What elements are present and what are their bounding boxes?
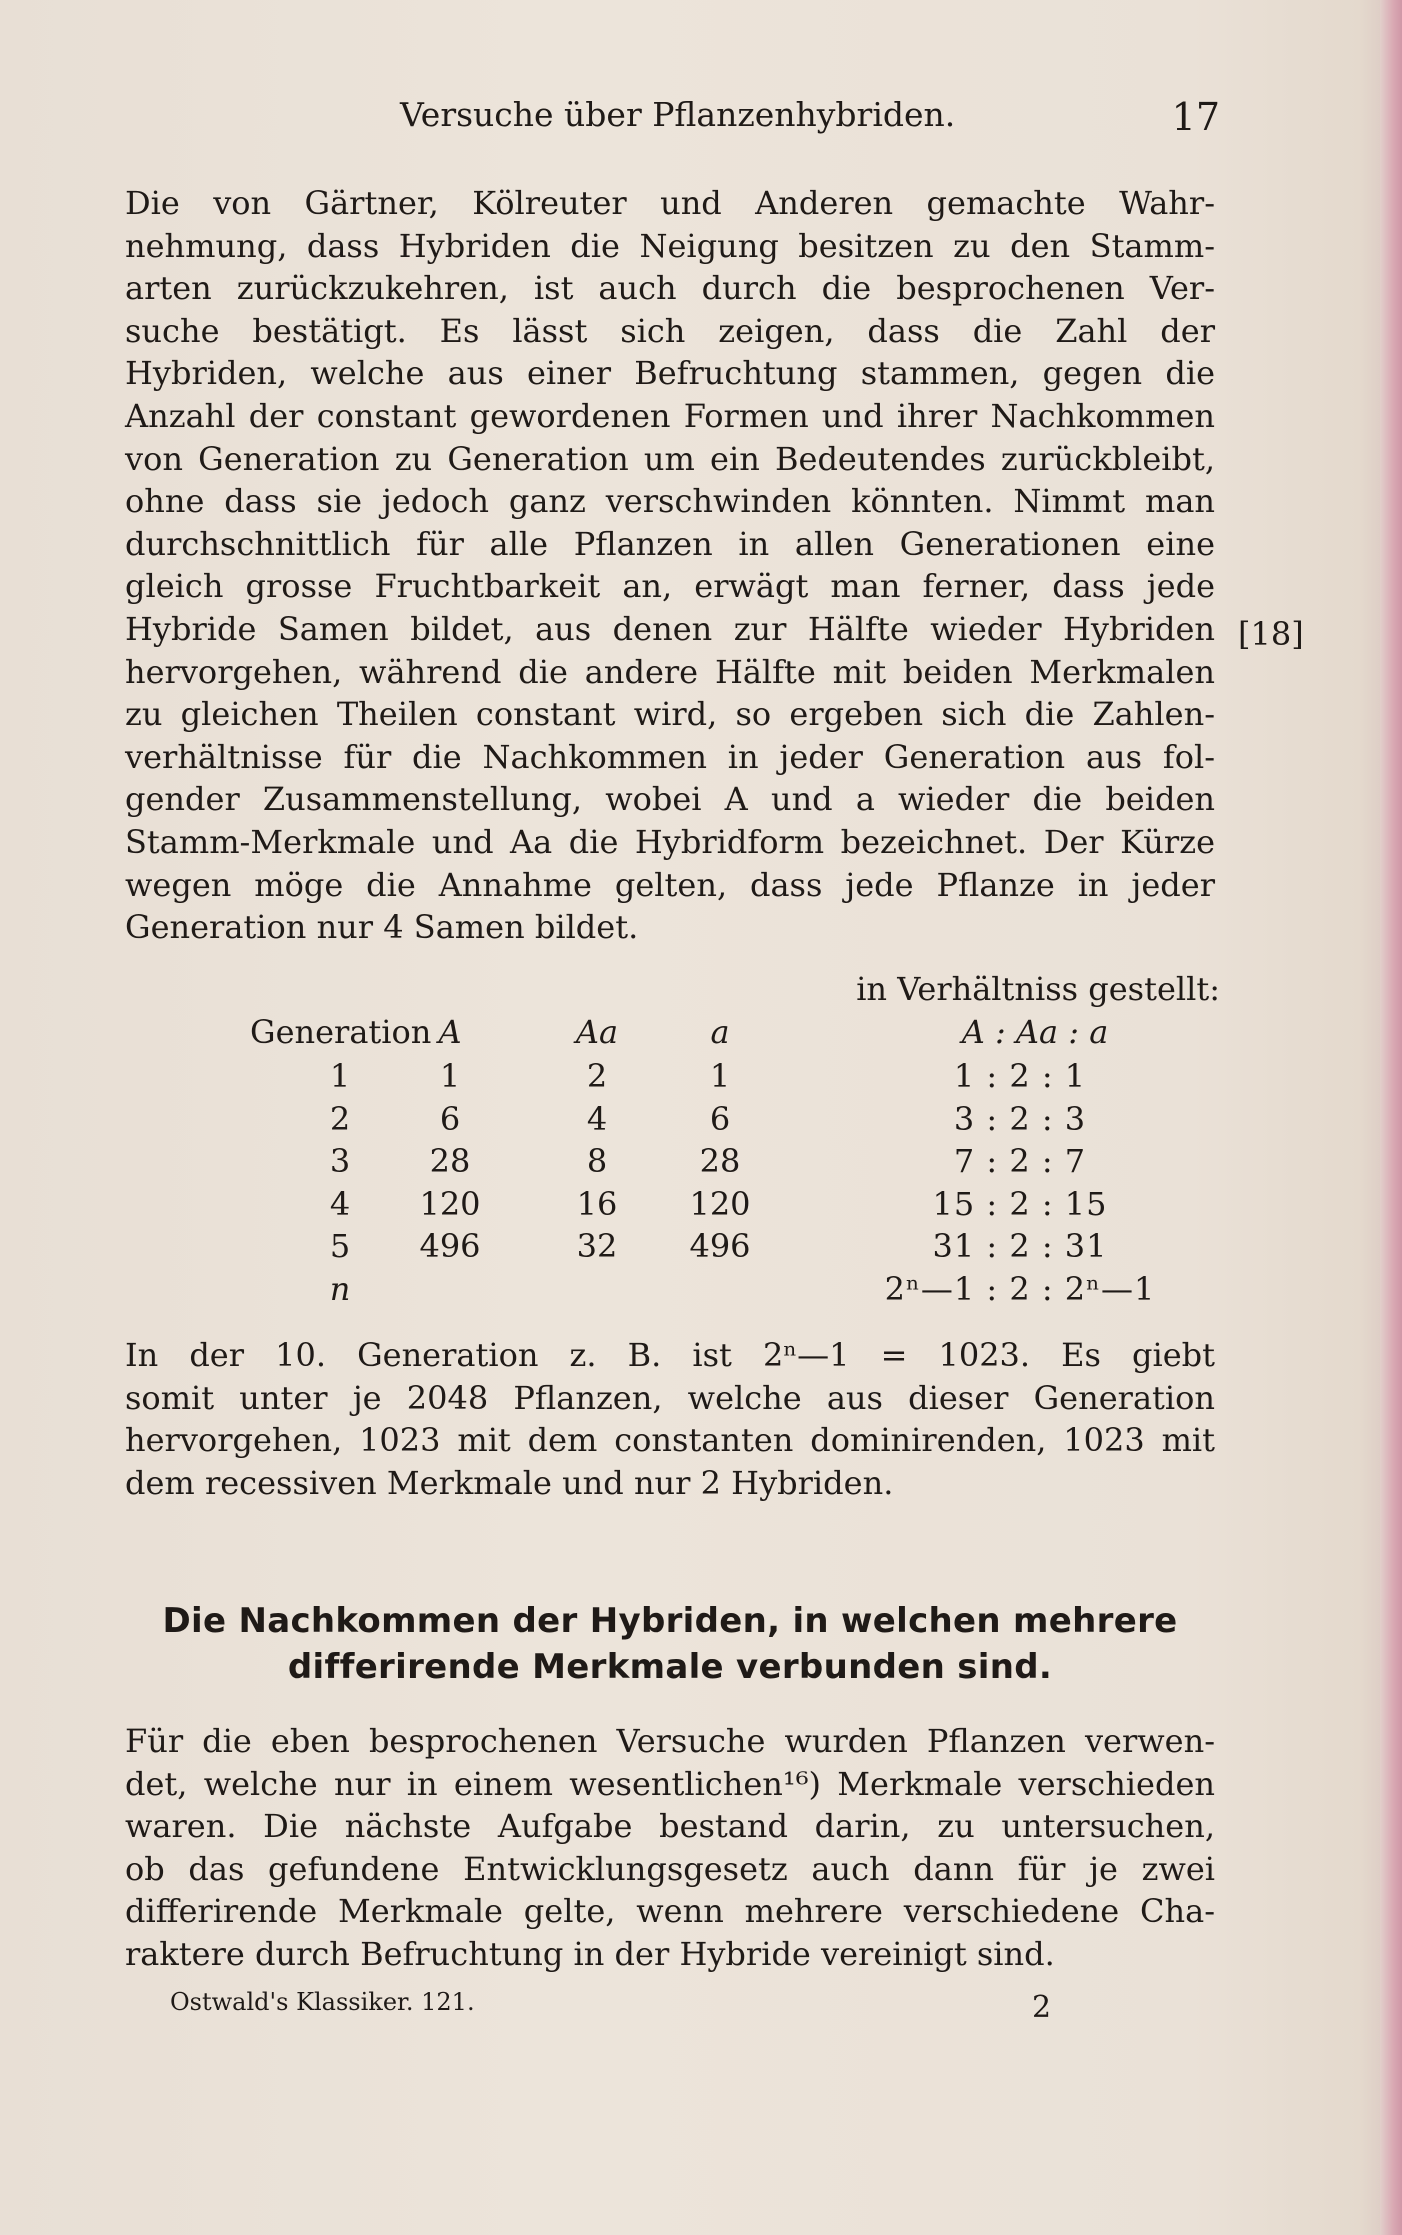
cell-A: 496	[419, 1227, 481, 1265]
text-line: Die von Gärtner, Kölreuter und Anderen gemachte Wahr-	[125, 184, 1215, 222]
ratio-caption: in Verhältniss gestellt:	[856, 970, 1220, 1008]
text-line: ohne dass sie jedoch ganz verschwinden könnten. Nimmt man	[125, 482, 1215, 521]
cell-a: 496	[689, 1227, 751, 1265]
text-line: Für die eben besprochenen Versuche wurden Pflanzen verwen-	[125, 1722, 1215, 1760]
text-line: ob das gefundene Entwicklungsgesetz auch dann für je zwei	[125, 1849, 1215, 1888]
paragraph-1	[125, 182, 1215, 949]
text-line: hervorgehen, 1023 mit dem constanten dominirenden, 1023 mit	[125, 1421, 1215, 1460]
text-line: wegen möge die Annahme gelten, dass jede Pflanze in jeder	[125, 865, 1215, 904]
cell-ratio: 7 : 2 : 7	[953, 1142, 1087, 1180]
cell-Aa: 16	[576, 1184, 618, 1223]
text-line: Hybride Samen bildet, aus denen zur Hälfte wieder Hybriden	[125, 609, 1215, 648]
text-line: Anzahl der constant gewordenen Formen und ihrer Nachkommen	[125, 396, 1215, 435]
cell-a: 28	[699, 1142, 741, 1180]
col-header-ratio: A : Aa : a	[961, 1013, 1109, 1051]
cell-ratio: 2ⁿ—1 : 2 : 2ⁿ—1	[884, 1269, 1156, 1308]
text-line: differirende Merkmale gelte, wenn mehrere verschiedene Cha-	[125, 1892, 1215, 1931]
text-line: durchschnittlich für alle Pflanzen in allen Generationen eine	[125, 524, 1215, 563]
col-header-A: A	[438, 1013, 462, 1051]
footer-signature-mark: 2	[1032, 1990, 1052, 2025]
cell-a: 6	[709, 1099, 731, 1138]
text-line: dem recessiven Merkmale und nur 2 Hybriden.	[125, 1463, 894, 1502]
text-line: gender Zusammenstellung, wobei A und a wieder die beiden	[125, 780, 1215, 819]
running-header	[400, 95, 1220, 145]
text-line: gleich grosse Fruchtbarkeit an, erwägt man ferner, dass jede	[125, 567, 1215, 606]
paragraph-2	[125, 1334, 1215, 1504]
cell-a: 120	[689, 1184, 751, 1223]
paragraph-3	[125, 1720, 1215, 1976]
cell-generation: 1	[329, 1057, 351, 1095]
cell-generation: 2	[329, 1099, 351, 1138]
footer-series: Ostwald's Klassiker. 121.	[170, 1988, 475, 2016]
cell-a: 1	[709, 1057, 731, 1095]
text-line: hervorgehen, während die andere Hälfte mit beiden Merkmalen	[125, 652, 1215, 691]
cell-A: 120	[419, 1184, 481, 1223]
text-line: verhältnisse für die Nachkommen in jeder Generation aus fol-	[125, 737, 1215, 776]
margin-page-reference: [18]	[1238, 615, 1304, 653]
running-title: Versuche über Pflanzenhybriden.	[400, 95, 956, 134]
cell-A: 1	[439, 1057, 461, 1095]
text-line: det, welche nur in einem wesentlichen¹⁶) Merkmale verschieden	[125, 1764, 1215, 1803]
cell-generation: 5	[329, 1227, 351, 1265]
cell-generation: n	[329, 1269, 351, 1308]
cell-A: 6	[439, 1099, 461, 1138]
page-edge	[1380, 0, 1402, 2235]
cell-Aa: 8	[586, 1142, 608, 1180]
text-line: suche bestätigt. Es lässt sich zeigen, dass die Zahl der	[125, 311, 1215, 350]
text-line: arten zurückzukehren, ist auch durch die besprochenen Ver-	[125, 269, 1215, 308]
text-line: Generation nur 4 Samen bildet.	[125, 908, 639, 947]
page-number: 17	[1171, 95, 1220, 139]
text-line: von Generation zu Generation um ein Bedeutendes zurückbleibt,	[125, 439, 1215, 478]
cell-ratio: 3 : 2 : 3	[953, 1099, 1087, 1138]
text-line: waren. Die nächste Aufgabe bestand darin, zu untersuchen,	[125, 1807, 1215, 1846]
text-line: Stamm-Merkmale und Aa die Hybridform bezeichnet. Der Kürze	[125, 822, 1215, 861]
cell-Aa: 32	[576, 1227, 618, 1265]
section-heading-line-2: differirende Merkmale verbunden sind.	[287, 1647, 1053, 1687]
cell-Aa: 4	[586, 1099, 608, 1138]
text-line: somit unter je 2048 Pflanzen, welche aus dieser Generation	[125, 1378, 1215, 1417]
cell-Aa: 2	[586, 1057, 608, 1095]
cell-ratio: 15 : 2 : 15	[932, 1184, 1108, 1223]
cell-generation: 3	[329, 1142, 351, 1180]
cell-ratio: 1 : 2 : 1	[953, 1057, 1087, 1095]
cell-ratio: 31 : 2 : 31	[932, 1227, 1108, 1265]
text-line: In der 10. Generation z. B. ist 2ⁿ—1 = 1023. Es giebt	[125, 1336, 1215, 1374]
cell-A: 28	[429, 1142, 471, 1180]
section-heading-line-1: Die Nachkommen der Hybriden, in welchen mehrere	[162, 1601, 1178, 1641]
section-heading	[125, 1598, 1215, 1690]
text-line: nehmung, dass Hybriden die Neigung besitzen zu den Stamm-	[125, 226, 1215, 265]
text-line: Hybriden, welche aus einer Befruchtung stammen, gegen die	[125, 354, 1215, 393]
cell-generation: 4	[329, 1184, 351, 1223]
text-line: raktere durch Befruchtung in der Hybride vereinigt sind.	[125, 1934, 1055, 1973]
col-header-a: a	[710, 1013, 730, 1051]
col-header-Aa: Aa	[575, 1013, 619, 1051]
col-header-generation: Generation	[250, 1013, 432, 1051]
text-line: zu gleichen Theilen constant wird, so ergeben sich die Zahlen-	[125, 695, 1215, 734]
